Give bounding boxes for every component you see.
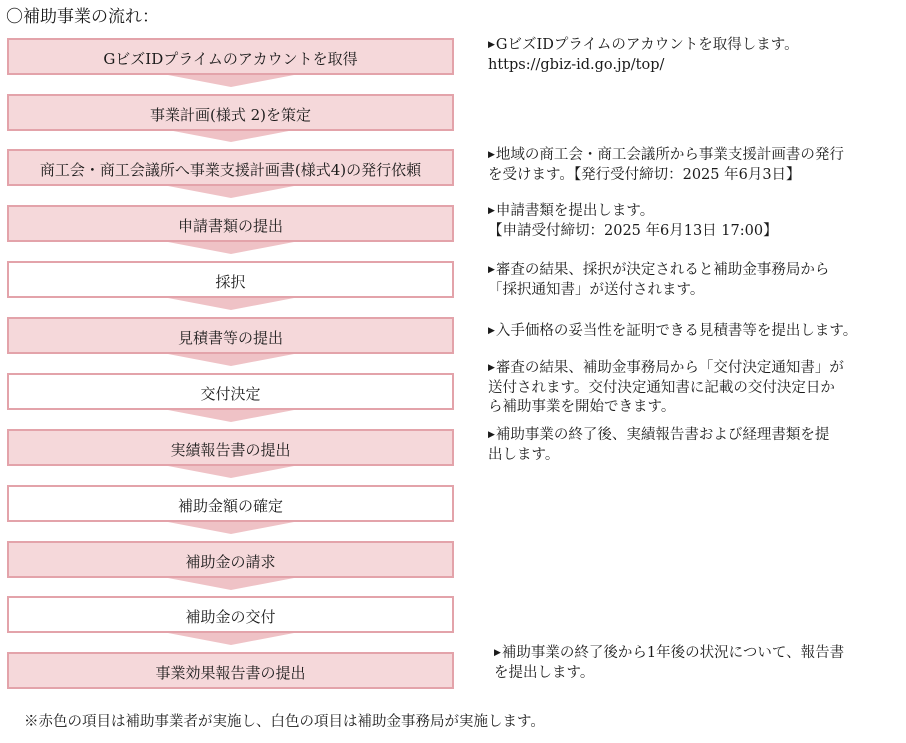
flow-arrow-5 [168, 298, 294, 310]
step-support-plan-request [7, 149, 454, 186]
gbiz-url: https://gbiz-id.go.jp/top/ [488, 56, 665, 73]
step-label: 補助金の請求 [185, 553, 276, 571]
step-grant-decision [7, 373, 454, 410]
note-text: 審査の結果、補助金事務局から「交付決定通知書」が [495, 360, 844, 376]
footnote: ※赤色の項目は補助事業者が実施し、白色の項目は補助金事務局が実施します。 [24, 714, 545, 730]
note-text: 「採択通知書」が送付されます。 [488, 281, 705, 298]
flow-arrow-7 [168, 410, 294, 422]
step-label: GビズIDプライムのアカウントを取得 [103, 50, 358, 68]
step-business-plan [7, 94, 454, 131]
step-label: 見積書等の提出 [177, 329, 283, 347]
note-text: 補助事業の終了後、実績報告書および経理書類を提 [495, 427, 830, 443]
flow-arrow-11 [168, 633, 294, 645]
step-label: 実績報告書の提出 [170, 441, 291, 459]
note-text: を提出します。 [494, 664, 595, 681]
note-text: 出します。 [488, 446, 560, 463]
flow-arrow-8 [168, 466, 294, 478]
triangle-bullet-icon: ▶ [488, 206, 495, 216]
flow-arrow-3 [168, 186, 294, 198]
note-text: 【申請受付締切：2025 年6月13日 17:00】 [488, 222, 778, 239]
step-label: 事業効果報告書の提出 [155, 664, 306, 682]
step-label: 事業計画(様式 2)を策定 [149, 106, 312, 124]
note-text: GビズIDプライムのアカウントを取得します。 [495, 37, 799, 53]
step-submit-quotes [7, 317, 454, 354]
triangle-bullet-icon: ▶ [488, 363, 495, 373]
note-text: を受けます。【発行受付締切：2025 年6月3日】 [488, 166, 801, 183]
note-text: 申請書類を提出します。 [495, 203, 655, 219]
flow-arrow-1 [168, 75, 294, 87]
flow-arrow-6 [168, 354, 294, 366]
note-text: ら補助事業を開始できます。 [488, 399, 676, 415]
triangle-bullet-icon: ▶ [488, 40, 495, 50]
step-label: 補助金の交付 [185, 608, 276, 626]
step-submit-application [7, 205, 454, 242]
flow-arrow-10 [168, 578, 294, 590]
triangle-bullet-icon: ▶ [488, 326, 495, 336]
note-text: 入手価格の妥当性を証明できる見積書等を提出します。 [495, 323, 858, 339]
step-label: 申請書類の提出 [177, 217, 283, 235]
triangle-bullet-icon: ▶ [488, 150, 495, 160]
step-label: 商工会・商工会議所へ事業支援計画書(様式4)の発行依頼 [39, 161, 422, 179]
step-label: 交付決定 [200, 385, 261, 403]
page-title: 〇補助事業の流れ： [6, 7, 159, 27]
note-performance-report [488, 426, 900, 465]
step-amount-confirmation [7, 485, 454, 522]
note-grant-decision [488, 359, 900, 418]
flow-arrow-2 [168, 130, 294, 142]
step-grant-claim [7, 541, 454, 578]
note-support-plan [488, 146, 900, 185]
note-quotes [488, 322, 900, 342]
note-text: 地域の商工会・商工会議所から事業支援計画書の発行 [495, 147, 844, 163]
flow-arrow-9 [168, 522, 294, 534]
note-effect-report [494, 644, 906, 683]
step-adoption [7, 261, 454, 298]
flow-arrow-4 [168, 242, 294, 254]
step-label: 採択 [215, 273, 246, 291]
step-gbiz-account [7, 38, 454, 75]
note-gbiz [488, 36, 900, 75]
step-submit-effect-report [7, 652, 454, 689]
step-label: 補助金額の確定 [177, 497, 283, 515]
step-submit-performance-report [7, 429, 454, 466]
note-text: 補助事業の終了後から1年後の状況について、報告書 [501, 645, 845, 661]
triangle-bullet-icon: ▶ [494, 648, 501, 658]
note-adoption [488, 261, 900, 300]
triangle-bullet-icon: ▶ [488, 430, 495, 440]
note-text: 審査の結果、採択が決定されると補助金事務局から [495, 262, 830, 278]
note-application [488, 202, 900, 241]
step-grant-payment [7, 596, 454, 633]
triangle-bullet-icon: ▶ [488, 265, 495, 275]
note-text: 送付されます。交付決定通知書に記載の交付決定日か [488, 379, 835, 396]
